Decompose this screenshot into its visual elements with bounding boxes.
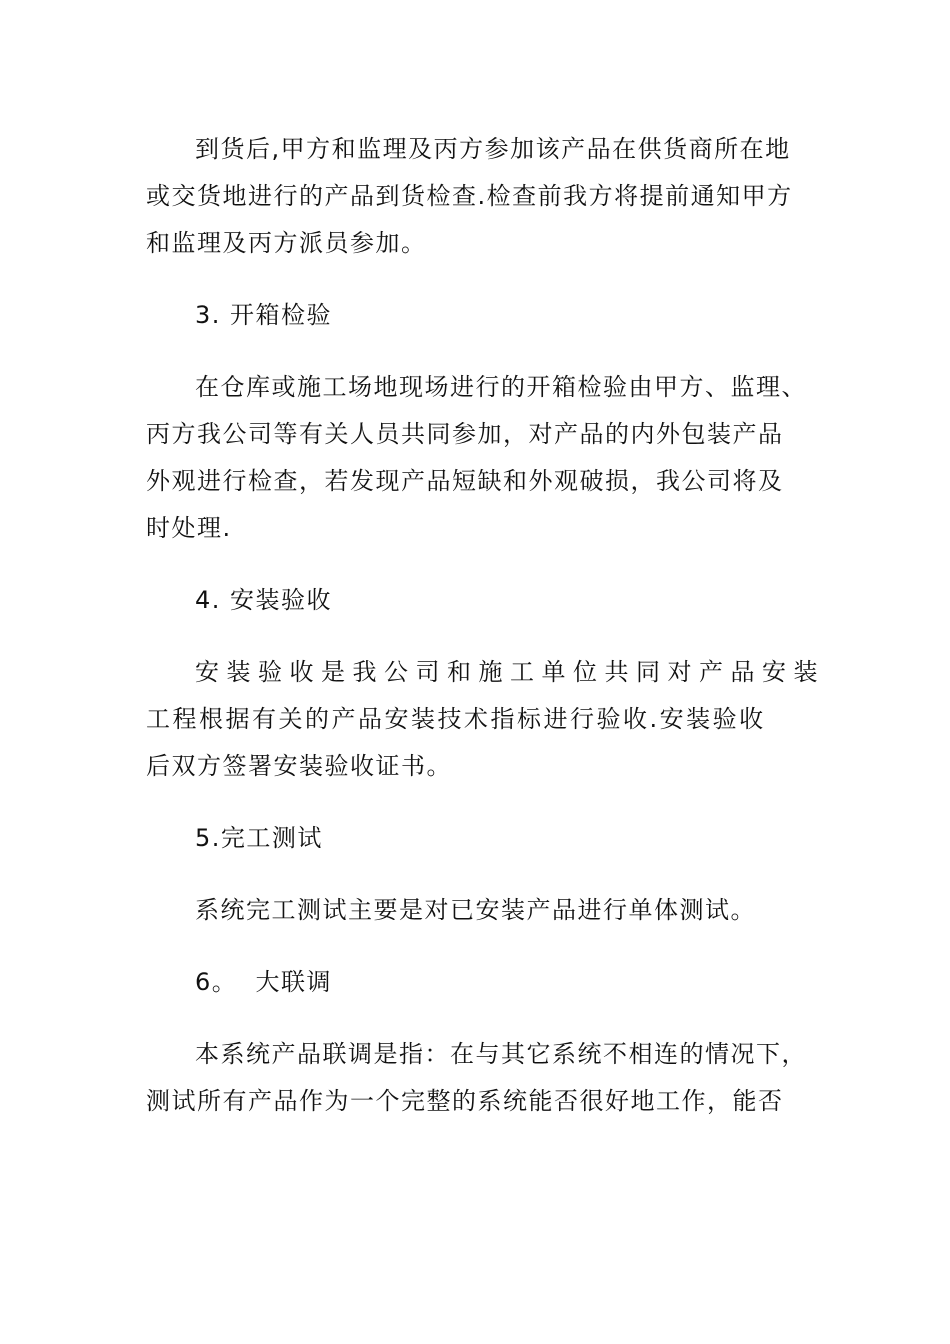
paragraph-arrival-inspection <box>146 126 792 267</box>
text-line: 安装验收是我公司和施工单位共同对产品安装 <box>195 658 825 686</box>
text-line: 在仓库或施工场地现场进行的开箱检验由甲方、监理、 <box>195 373 807 401</box>
text-line: 或交货地进行的产品到货检查.检查前我方将提前通知甲方 <box>146 182 793 210</box>
paragraph-joint-debugging <box>146 1031 807 1125</box>
section-heading-3: 3. 开箱检验 <box>195 301 333 329</box>
text-line: 工程根据有关的产品安装技术指标进行验收.安装验收 <box>146 705 766 733</box>
paragraph-completion-test <box>146 887 792 934</box>
text-line: 系统完工测试主要是对已安装产品进行单体测试。 <box>195 896 756 924</box>
section-heading-5: 5.完工测试 <box>195 824 323 852</box>
text-line: 测试所有产品作为一个完整的系统能否很好地工作，能否 <box>146 1087 784 1115</box>
paragraph-unboxing-inspection <box>146 364 807 552</box>
section-heading-6: 6。 大联调 <box>195 968 333 996</box>
text-line: 时处理. <box>146 514 232 542</box>
section-heading-4: 4. 安装验收 <box>195 586 333 614</box>
document-page <box>146 126 825 1125</box>
text-line: 本系统产品联调是指：在与其它系统不相连的情况下， <box>195 1040 807 1068</box>
paragraph-installation-acceptance <box>146 649 825 790</box>
text-line: 到货后,甲方和监理及丙方参加该产品在供货商所在地 <box>195 135 791 163</box>
text-line: 丙方我公司等有关人员共同参加，对产品的内外包装产品 <box>146 420 784 448</box>
text-line: 和监理及丙方派员参加。 <box>146 229 427 257</box>
text-line: 后双方签署安装验收证书。 <box>146 752 452 780</box>
text-line: 外观进行检查，若发现产品短缺和外观破损，我公司将及 <box>146 467 784 495</box>
